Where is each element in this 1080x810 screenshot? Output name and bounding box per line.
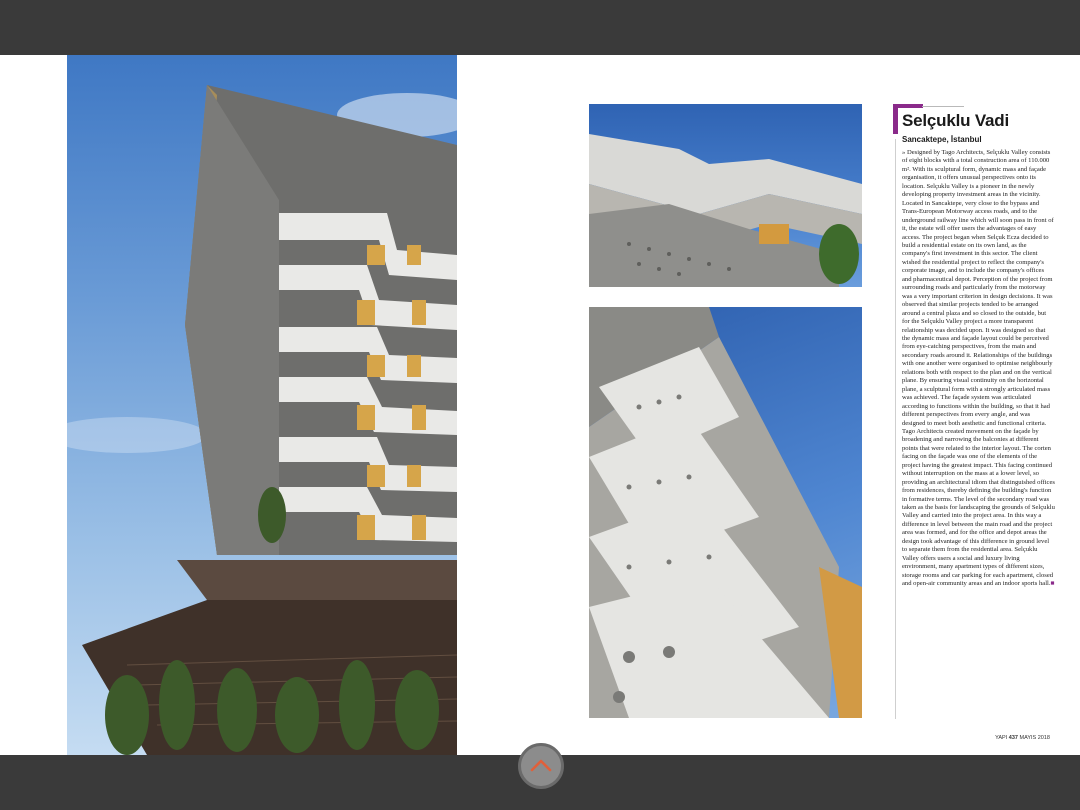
article-body — [902, 149, 1055, 589]
facade-detail-photo-top — [589, 104, 862, 287]
title-accent-line — [893, 104, 923, 108]
column-rule — [895, 139, 896, 719]
title-rule — [922, 106, 964, 107]
scroll-up-button[interactable] — [518, 743, 564, 789]
facade-detail-photo-bottom — [589, 307, 862, 718]
folio-issue: 437 — [1008, 735, 1018, 741]
article-location: Sancaktepe, İstanbul — [902, 135, 982, 144]
magazine-spread — [0, 55, 1080, 755]
page-folio — [930, 735, 1050, 741]
article-title: Selçuklu Vadi — [902, 111, 1010, 130]
viewer-top-bar — [0, 0, 1080, 55]
chevron-up-icon — [530, 758, 552, 772]
main-building-photo — [67, 55, 457, 755]
end-mark: ■ — [1050, 580, 1055, 588]
article-body-text: » Designed by Tago Architects, Selçuklu Valley consists of eight blocks with a total construction area of 110.000 m². With its sculptural form, dynamic mass and façade organisation, it offers unusual perspectives onto its location. Selçuklu Valley is a pioneer in the newly developing property investment areas in the vicinity. Located in Sancaktepe, very close to the bypass and Trans-European Motorway access roads, and to the underground railway line which will soon pass in front of it, the estate will offer users the advantages of easy access. The project began when Selçuk Ecza decided to build a residential estate on its own land, as the company's first investment in this sector. The client wished the residential project to reflect the company's corporate image, and to include the company's offices and pharmaceutical depot. Perception of the project from surrounding roads and particularly from the motorway was a very important criterion in design decisions. It was observed that similar projects tended to be arranged around a central plaza and so closed to the outside, but for the Selçuklu Valley project a more transparent relationship was decided upon. It was designed so that the dynamic mass and façade layout could be perceived from eye-catching perspectives, from the main and secondary roads around it. Relationships of the buildings with one another were organised to optimise neighbourly relations both with respect to the plan and on the vertical plane. By ensuring visual continuity on the horizontal plane, a sculptural form with a strongly articulated mass was achieved. The façade system was articulated according to functions within the building, so that it had different perspectives from every angle, and was designed to meet both aesthetic and functional criteria. Tago Architects created movement on the façade by broadening and narrowing the balconies at different points that were related to the interior layout. The corten facing on the façade was one of the elements of the project having the greatest impact. This facing continued without interruption on the mass at a lower level, so providing an architectural idiom that distinguished offices from residences, thereby defining the building's function in formative terms. The level of the secondary road was taken as the basis for landscaping the grounds of Selçuklu Valley and carried into the project area. In this way a difference in level between the main road and the project area was formed, and for the office and depot areas the design took advantage of this difference in ground level to separate them from the residential area. Selçuklu Valley offers users a social and luxury living environment, many apartment types of different sizes, storage rooms and car parking for each apartment, closed and open-air community areas and an indoor sports hall. — [902, 149, 1055, 588]
folio-magazine: YAPI — [995, 735, 1008, 741]
folio-date: MAYIS 2018 — [1019, 735, 1050, 741]
title-accent-bar — [893, 104, 898, 134]
